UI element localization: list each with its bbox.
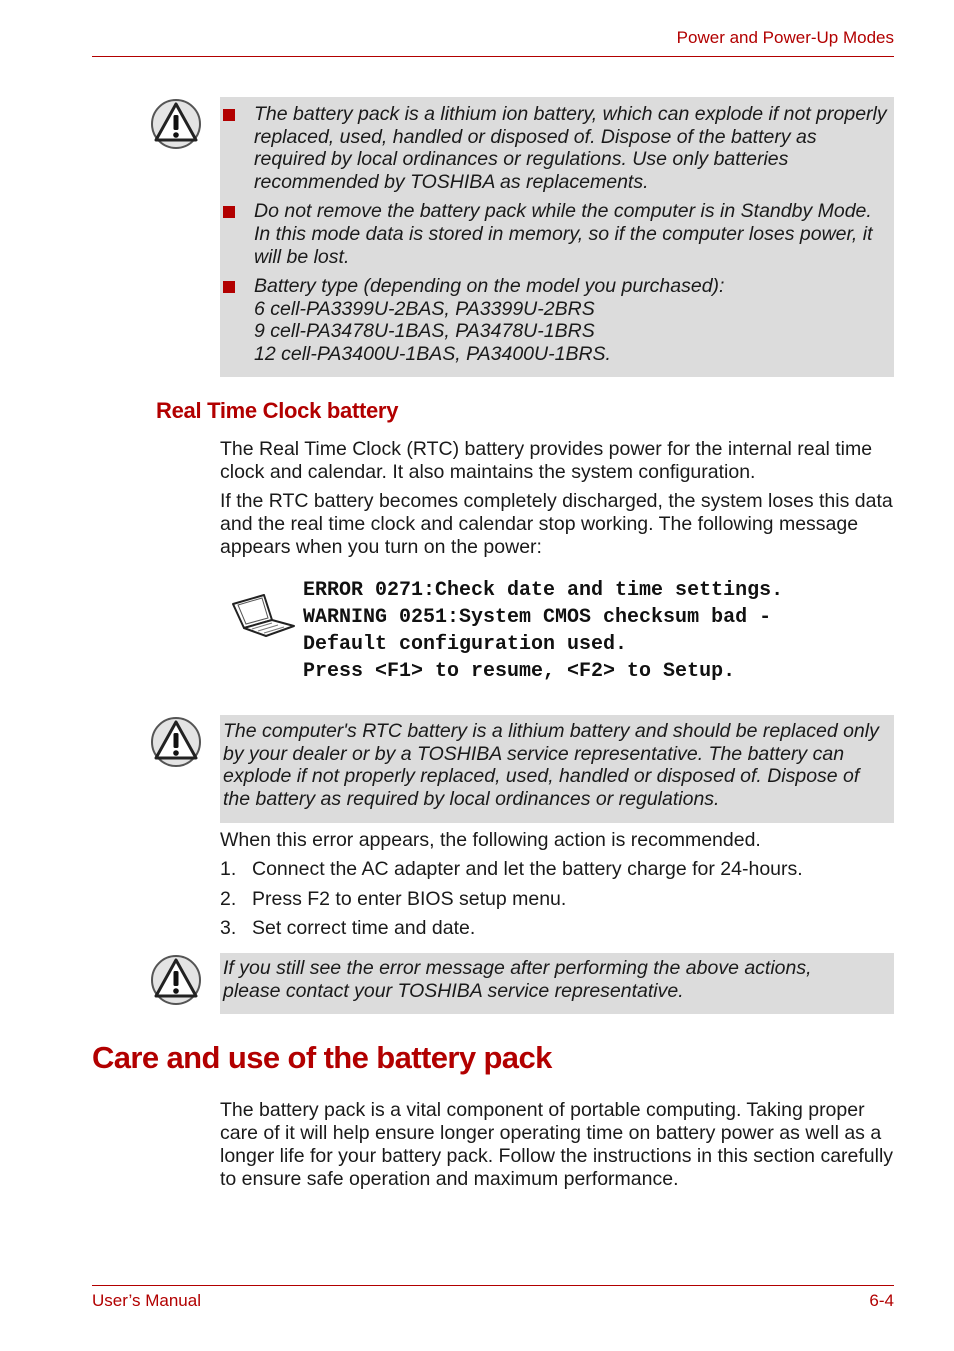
error-line: WARNING 0251:System CMOS checksum bad - xyxy=(303,606,772,629)
footer-rule xyxy=(92,1285,894,1286)
caution-triangle-icon xyxy=(150,98,202,150)
rtc-warning-note: The computer's RTC battery is a lithium battery and should be replaced only by your dealer or by a TOSHIBA service representative. The battery can explode if not properly replaced, used, handled or disposed of. Dispose of the battery as required by local ordinances or regulations. xyxy=(220,715,894,823)
warning-bullet-item xyxy=(220,200,888,268)
caution-triangle-icon xyxy=(150,954,202,1006)
running-header: Power and Power-Up Modes xyxy=(676,28,894,47)
rtc-paragraph-2: If the RTC battery becomes completely discharged, the system loses this data and the real time clock and calendar stop working. The following message appears when you turn on the power: xyxy=(220,490,893,558)
step-text: Connect the AC adapter and let the battery charge for 24-hours. xyxy=(252,858,803,880)
step-item xyxy=(220,858,803,881)
step-number: 2. xyxy=(220,888,237,910)
battery-type-line: 9 cell-PA3478U-1BAS, PA3478U-1BRS xyxy=(254,320,595,343)
error-line: ERROR 0271:Check date and time settings. xyxy=(303,579,784,602)
caution-triangle-icon xyxy=(150,716,202,768)
section-heading-rtc: Real Time Clock battery xyxy=(156,398,399,423)
battery-type-line: 6 cell-PA3399U-2BAS, PA3399U-2BRS xyxy=(254,297,595,320)
warning-bullet-item xyxy=(220,275,888,365)
step-number: 3. xyxy=(220,917,237,939)
step-text: Press F2 to enter BIOS setup menu. xyxy=(252,888,567,910)
red-square-bullet-icon xyxy=(223,109,235,121)
rtc-paragraph-1: The Real Time Clock (RTC) battery provides power for the internal real time clock and calendar. It also maintains the system configuration. xyxy=(220,438,873,483)
red-square-bullet-icon xyxy=(223,206,235,218)
contact-service-note: If you still see the error message after performing the above actions, please contact your TOSHIBA service representative. xyxy=(220,953,894,1014)
section-title-care: Care and use of the battery pack xyxy=(92,1040,552,1075)
red-square-bullet-icon xyxy=(223,281,235,293)
care-paragraph: The battery pack is a vital component of portable computing. Taking proper care of it will help ensure longer operating time on battery power as well as a longer life for your battery pack. Follow the instructions in this section carefully to ensure safe operation and maximum performance. xyxy=(220,1099,894,1190)
action-intro: When this error appears, the following action is recommended. xyxy=(220,829,761,851)
error-line: Default configuration used. xyxy=(303,633,628,656)
step-item xyxy=(220,917,475,940)
step-item xyxy=(220,888,566,911)
warning-bullet-text: Do not remove the battery pack while the computer is in Standby Mode. In this mode data is stored in memory, so if the computer loses power, it will be lost. xyxy=(254,200,873,268)
battery-warning-note xyxy=(220,97,894,377)
step-text: Set correct time and date. xyxy=(252,917,476,939)
footer-manual-name: User’s Manual xyxy=(92,1291,201,1310)
step-number: 1. xyxy=(220,858,237,880)
laptop-icon xyxy=(228,590,298,640)
error-message-block xyxy=(303,577,783,685)
warning-bullet-text: The battery pack is a lithium ion battery, which can explode if not properly replaced, used, handled or disposed of. Dispose of the battery as required by local ordinances or regulations. Use only batteries recommended by TOSHIBA as replacements. xyxy=(254,103,887,193)
error-line: Press <F1> to resume, <F2> to Setup. xyxy=(303,660,736,683)
header-rule xyxy=(92,56,894,57)
page-number: 6-4 xyxy=(869,1291,894,1310)
battery-type-line: 12 cell-PA3400U-1BAS, PA3400U-1BRS. xyxy=(254,342,611,365)
warning-bullet-item xyxy=(220,103,888,193)
battery-type-intro: Battery type (depending on the model you purchased): xyxy=(254,275,725,298)
